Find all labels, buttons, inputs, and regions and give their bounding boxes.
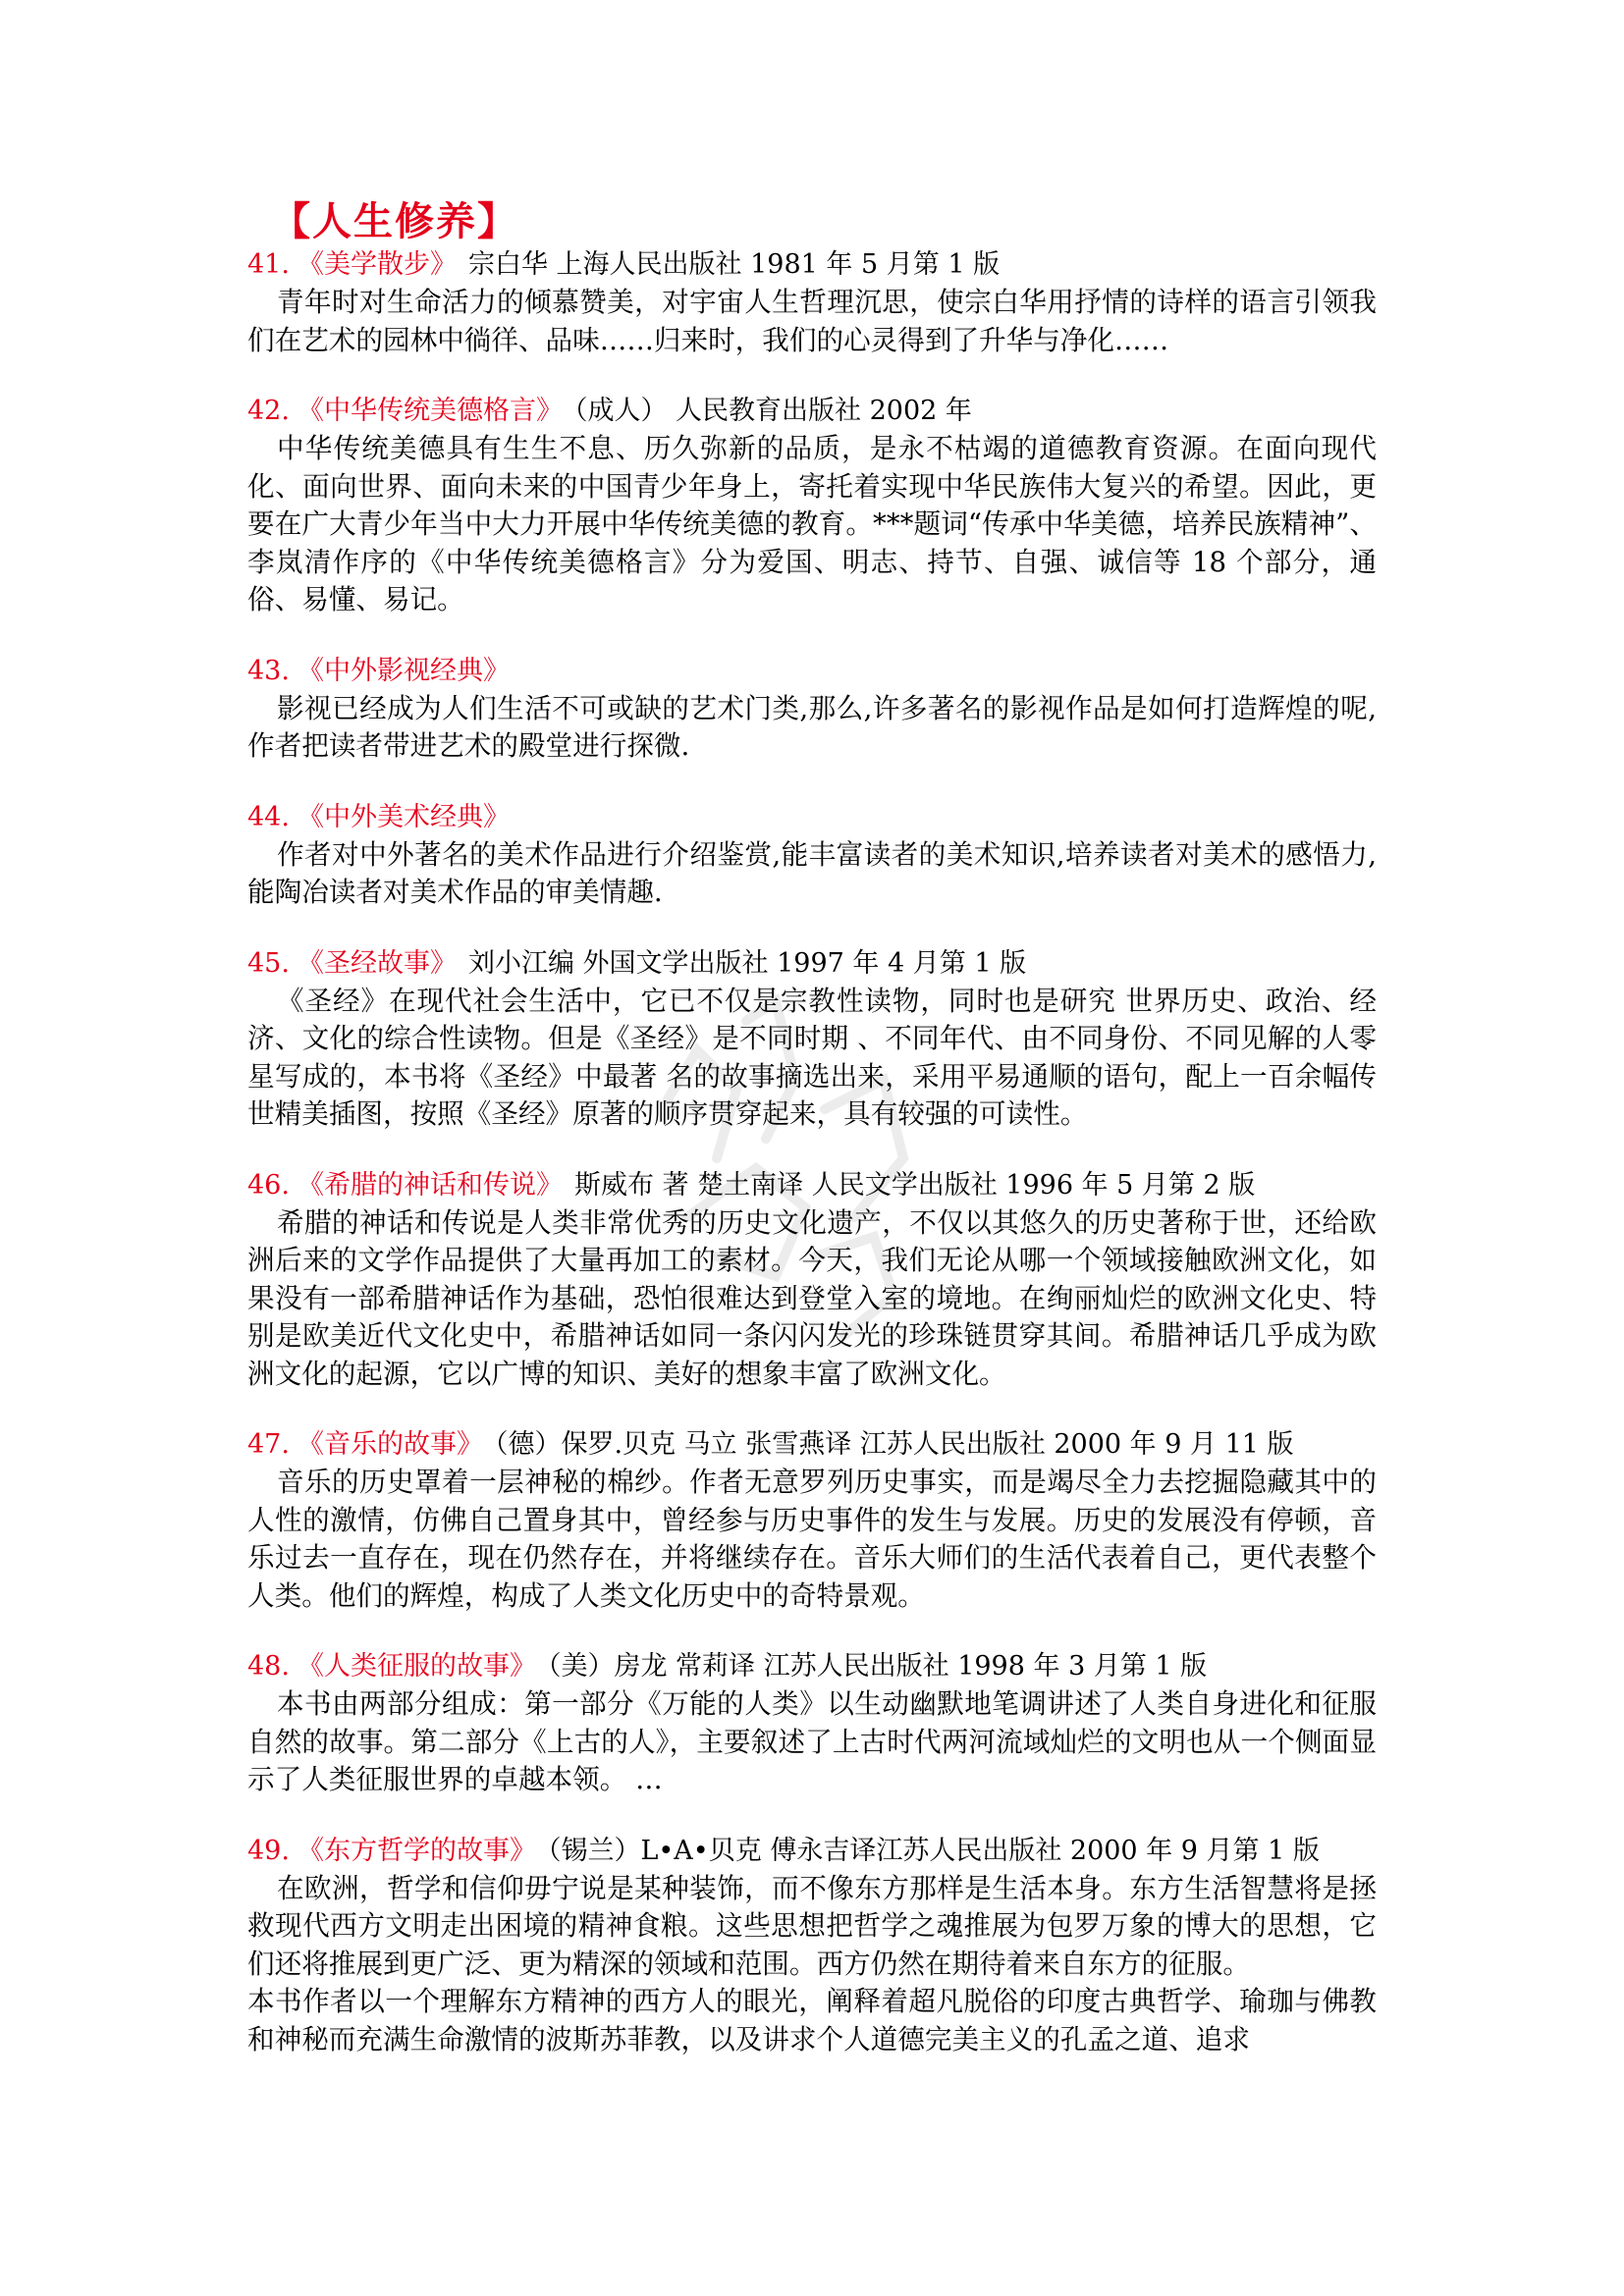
entry-number: 45. [247,947,290,979]
entry-number: 42. [247,396,290,426]
book-description: 青年时对生命活力的倾慕赞美，对宇宙人生哲理沉思，使宗白华用抒情的诗样的语言引领我们在艺术的园林中徜徉、品味……归来时，我们的心灵得到了升华与净化…… [247,286,1377,356]
entry-heading [247,945,1377,983]
entry-number: 49. [247,1835,290,1866]
entry-heading [247,1648,1377,1685]
book-description: 《圣经》在现代社会生活中，它已不仅是宗教性读物，同时也是研究 世界历史、政治、经济、文化的综合性读物。但是《圣经》是不同时期 、不同年代、由不同身份、不同见解的人零星写成的，本书将《圣经》中最著 名的故事摘选出来，采用平易通顺的语句，配上一百余幅传世精美插图，按照《圣经》原著的顺序贯穿起来，具有较强的可读性。 [247,984,1377,1130]
book-title: 《东方哲学的故事》 [297,1835,536,1866]
book-title: 《圣经故事》 [297,947,457,979]
entry-number: 41. [247,249,290,280]
book-meta: （德）保罗.贝克 马立 张雪燕译 江苏人民出版社 2000 年 9 月 11 版 [494,1429,1294,1460]
entry-heading [247,1833,1377,1870]
book-title: 《人类征服的故事》 [297,1651,536,1682]
book-meta: （美）房龙 常莉译 江苏人民出版社 1998 年 3 月第 1 版 [547,1651,1208,1682]
book-description: 音乐的历史罩着一层神秘的棉纱。作者无意罗列历史事实，而是竭尽全力去挖掘隐藏其中的人性的激情，仿佛自己置身其中，曾经参与历史事件的发生与发展。历史的发展没有停顿，音乐过去一直存在，现在仍然存在，并将继续存在。音乐大师们的生活代表着自己，更代表整个人类。他们的辉煌，构成了人类文化历史中的奇特景观。 [247,1466,1377,1612]
book-entry [247,246,1377,359]
book-title: 《美学散步》 [297,249,457,280]
book-title: 《希腊的神话和传说》 [297,1169,563,1201]
entry-number: 47. [247,1429,290,1460]
entry-number: 44. [247,801,290,832]
book-description: 希腊的神话和传说是人类非常优秀的历史文化遗产，不仅以其悠久的历史著称于世，还给欧洲后来的文学作品提供了大量再加工的素材。今天，我们无论从哪一个领域接触欧洲文化，如果没有一部希腊神话作为基础，恐怕很难达到登堂入室的境地。在绚丽灿烂的欧洲文化史、特别是欧美近代文化史中，希腊神话如同一条闪闪发光的珍珠链贯穿其间。希腊神话几乎成为欧洲文化的起源，它以广博的知识、美好的想象丰富了欧洲文化。 [247,1205,1377,1390]
book-title: 《中外影视经典》 [297,655,510,686]
book-entry [247,393,1377,619]
book-meta: （成人） 人民教育出版社 2002 年 [573,396,972,426]
book-entry [247,1426,1377,1615]
book-meta: 刘小江编 外国文学出版社 1997 年 4 月第 1 版 [467,947,1027,979]
book-list [247,246,1377,2092]
entry-heading [247,653,1377,690]
entry-number: 48. [247,1651,290,1682]
entry-heading [247,393,1377,430]
book-meta: 斯威布 著 楚土南译 人民文学出版社 1996 年 5 月第 2 版 [573,1169,1256,1201]
book-meta: 宗白华 上海人民出版社 1981 年 5 月第 1 版 [467,249,1001,280]
entry-number: 46. [247,1169,290,1201]
book-description-continued: 本书作者以一个理解东方精神的西方人的眼光，阐释着超凡脱俗的印度古典哲学、瑜珈与佛教和神秘而充满生命激情的波斯苏菲教，以及讲求个人道德完美主义的孔孟之道、追求 [247,1985,1377,2056]
book-title: 《中外美术经典》 [297,801,510,832]
book-entry [247,1167,1377,1394]
entry-number: 43. [247,655,290,686]
book-entry [247,1833,1377,2059]
book-title: 《中华传统美德格言》 [297,396,563,426]
book-description: 中华传统美德具有生生不息、历久弥新的品质，是永不枯竭的道德教育资源。在面向现代化、面向世界、面向未来的中国青少年身上，寄托着实现中华民族伟大复兴的希望。因此，更要在广大青少年当中大力开展中华传统美德的教育。***题词“传承中华美德，培养民族精神”、李岚清作序的《中华传统美德格言》分为爱国、明志、持节、自强、诚信等 18 个部分，通俗、易懂、易记。 [247,432,1377,615]
book-meta: （锡兰）L•A•贝克 傅永吉译江苏人民出版社 2000 年 9 月第 1 版 [547,1835,1320,1866]
book-description: 影视已经成为人们生活不可或缺的艺术门类,那么,许多著名的影视作品是如何打造辉煌的呢,作者把读者带进艺术的殿堂进行探微. [247,691,1377,762]
book-entry [247,945,1377,1134]
entry-heading [247,246,1377,284]
entry-heading [247,1167,1377,1204]
entry-heading [247,1426,1377,1464]
entry-heading [247,799,1377,836]
section-title: 【人生修养】 [271,199,518,244]
book-description: 作者对中外著名的美术作品进行介绍鉴赏,能丰富读者的美术知识,培养读者对美术的感悟力,能陶冶读者对美术作品的审美情趣. [247,837,1377,908]
book-description: 在欧洲，哲学和信仰毋宁说是某种装饰，而不像东方那样是生活本身。东方生活智慧将是拯救现代西方文明走出困境的精神食粮。这些思想把哲学之魂推展为包罗万象的博大的思想，它们还将推展到更广泛、更为精深的领域和范围。西方仍然在期待着来自东方的征服。 [247,1871,1377,1980]
book-entry [247,1648,1377,1799]
book-title: 《音乐的故事》 [297,1429,483,1460]
book-entry [247,653,1377,766]
book-description: 本书由两部分组成：第一部分《万能的人类》以生动幽默地笔调讲述了人类自身进化和征服自然的故事。第二部分《上古的人》，主要叙述了上古时代两河流域灿烂的文明也从一个侧面显示了人类征服世界的卓越本领。 … [247,1687,1377,1795]
book-entry [247,799,1377,912]
